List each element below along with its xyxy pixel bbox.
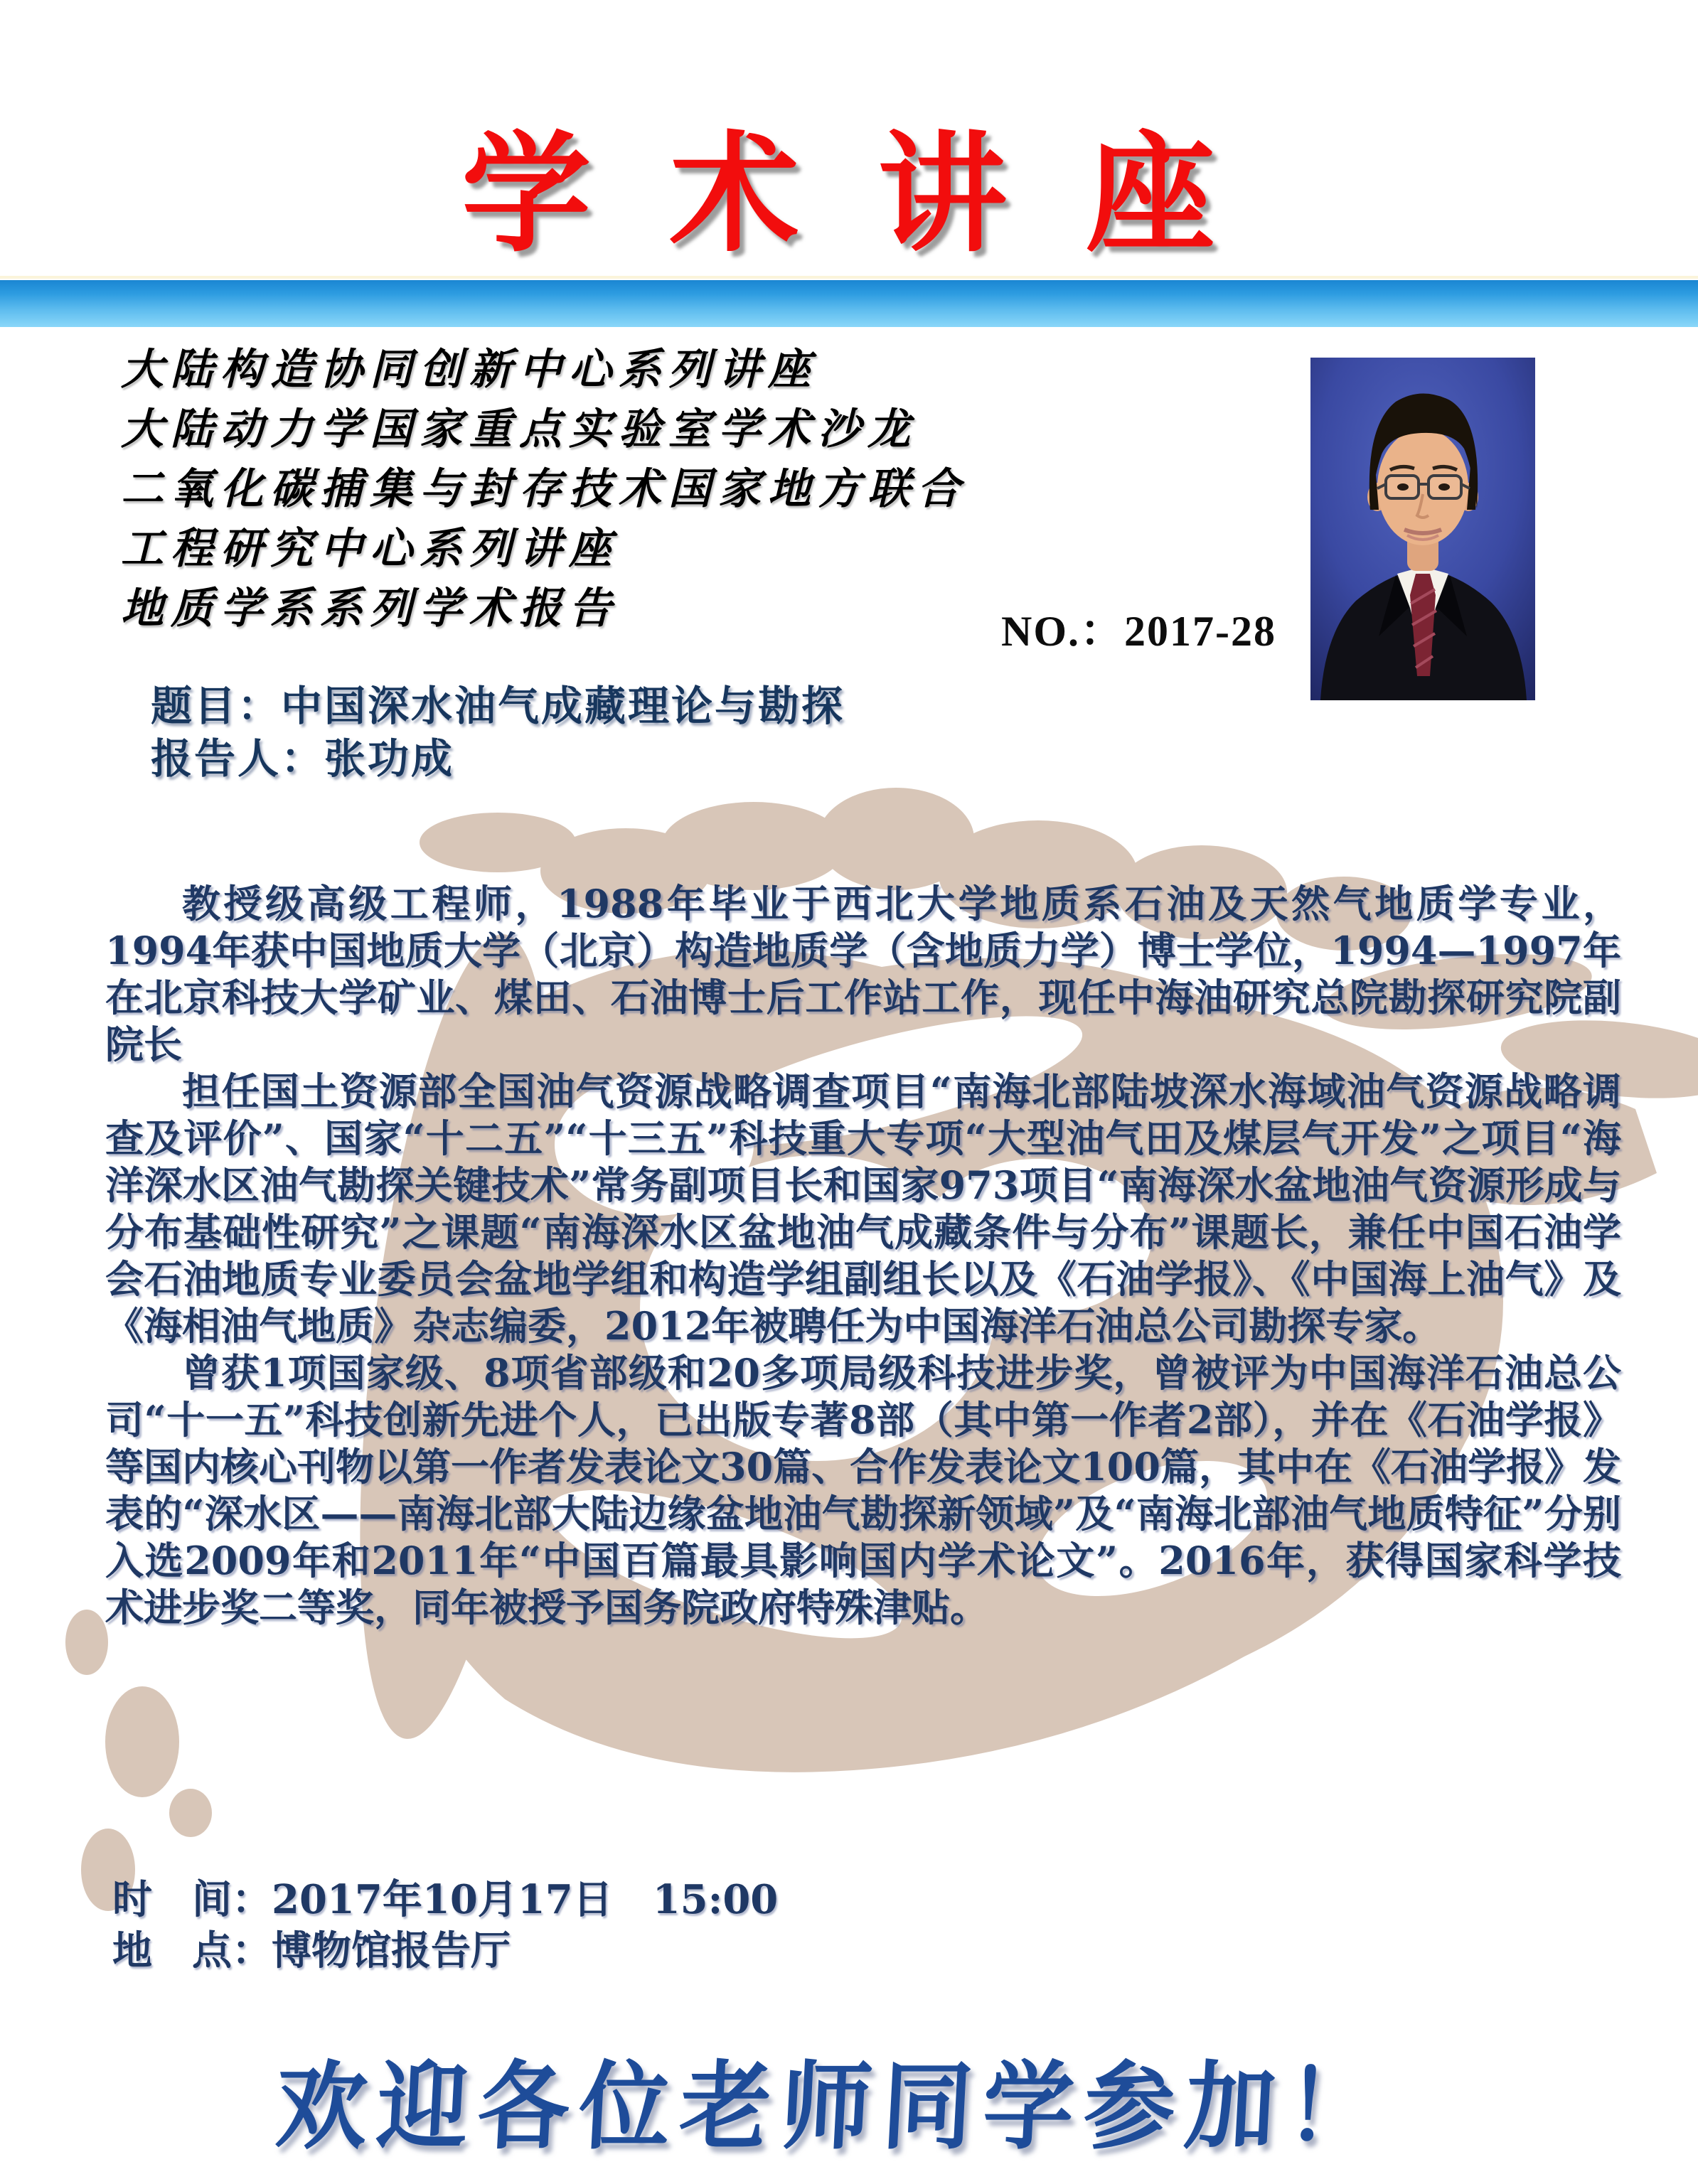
blue-banner	[0, 280, 1698, 327]
series-line-4: 工程研究中心系列讲座	[121, 524, 619, 574]
place-line: 地 点：博物馆报告厅	[112, 1927, 511, 1974]
series-line-2: 大陆动力学国家重点实验室学术沙龙	[121, 405, 917, 454]
series-list	[121, 340, 967, 638]
poster-title: 学 术 讲 座	[461, 122, 1237, 267]
topic-line: 题目：中国深水油气成藏理论与勘探	[151, 683, 845, 729]
banner-top-line	[0, 276, 1698, 279]
bio-paragraph-2: 担任国土资源部全国油气资源战略调查项目“南海北部陆坡深水海域油气资源战略调查及评价”、国家“十二五”“十三五”科技重大专项“大型油气田及煤层气开发”之项目“海洋深水区油气勘探关键技术”常务副项目长和国家973项目“南海深水盆地油气资源形成与分布基础性研究”之课题“南海深水区盆地油气成藏条件与分布”课题长，兼任中国石油学会石油地质专业委员会盆地学组和构造学组副组长以及《石油学报》、《中国海上油气》及《海相油气地质》杂志编委，2012年被聘任为中国海洋石油总公司勘探专家。	[105, 1069, 1621, 1349]
welcome-line: 欢迎各位老师同学参加！	[273, 2054, 1390, 2161]
series-line-3: 二氧化碳捕集与封存技术国家地方联合	[121, 464, 967, 514]
event-details	[112, 1874, 778, 1976]
bio-paragraph-1: 教授级高级工程师，1988年毕业于西北大学地质系石油及天然气地质学专业，1994年获中国地质大学（北京）构造地质学（含地质力学）博士学位，1994—1997年在北京科技大学矿业、煤田、石油博士后工作站工作，现任中海油研究总院勘探研究院副院长	[105, 881, 1621, 1067]
lecture-number: NO.：2017-28	[1001, 608, 1276, 655]
speaker-photo	[1310, 358, 1535, 700]
series-line-1: 大陆构造协同创新中心系列讲座	[121, 345, 818, 395]
time-line: 时 间：2017年10月17日 15:00	[112, 1876, 779, 1923]
speaker-line: 报告人：张功成	[151, 736, 455, 782]
biography	[105, 880, 1621, 1631]
bio-paragraph-3: 曾获1项国家级、8项省部级和20多项局级科技进步奖，曾被评为中国海洋石油总公司“十一五”科技创新先进个人，已出版专著8部（其中第一作者2部），并在《石油学报》等国内核心刊物以第一作者发表论文30篇、合作发表论文100篇，其中在《石油学报》发表的“深水区——南海北部大陆边缘盆地油气勘探新领域”及“南海北部油气地质特征”分别入选2009年和2011年“中国百篇最具影响国内学术论文”。2016年，获得国家科学技术进步奖二等奖，同年被授予国务院政府特殊津贴。	[105, 1350, 1621, 1630]
series-line-5: 地质学系系列学术报告	[121, 584, 619, 633]
